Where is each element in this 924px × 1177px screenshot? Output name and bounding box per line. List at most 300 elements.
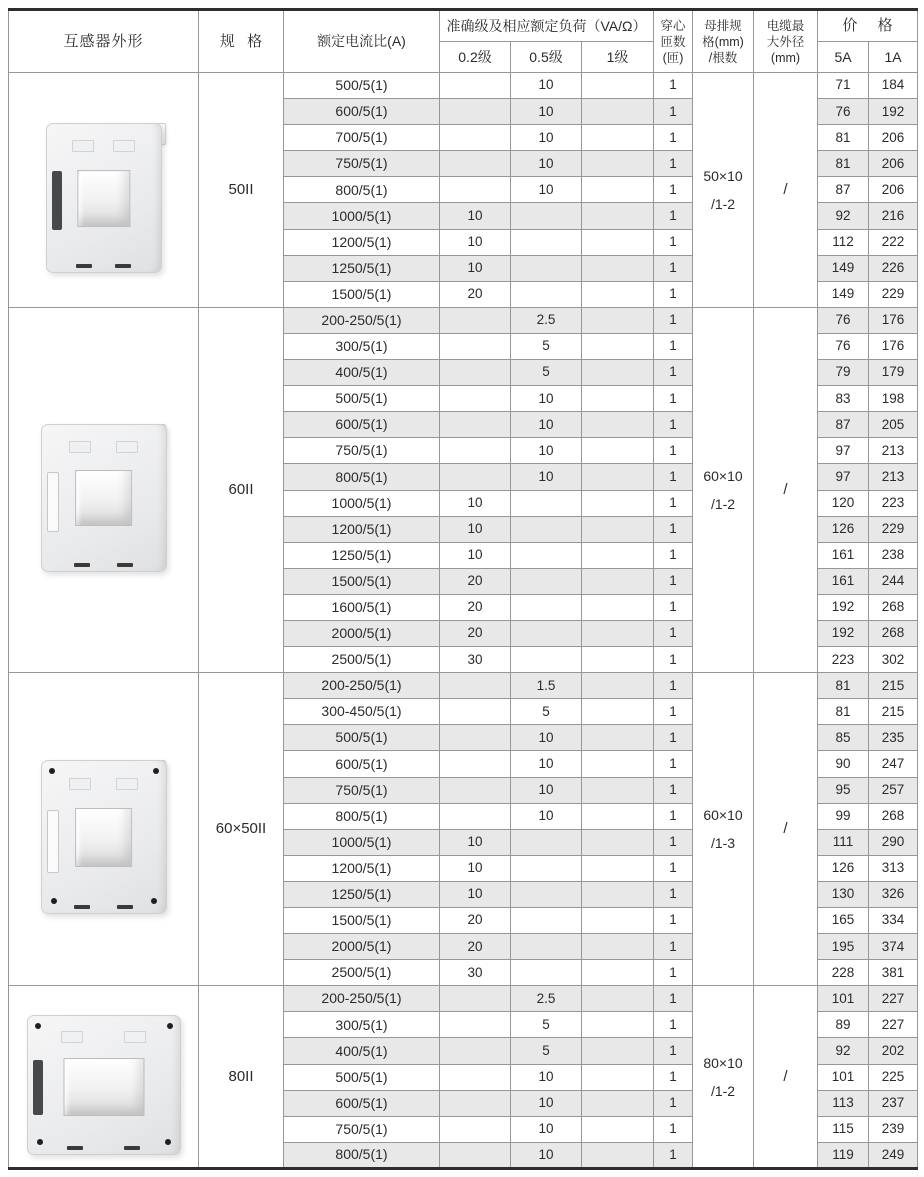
turns-cell: 1 [654, 986, 693, 1012]
ratio-cell: 500/5(1) [284, 386, 440, 412]
accuracy-0p5-cell: 5 [511, 699, 582, 725]
accuracy-0p2-cell: 10 [440, 829, 511, 855]
price-1a-cell: 216 [869, 203, 918, 229]
ratio-cell: 750/5(1) [284, 151, 440, 177]
turns-cell: 1 [654, 568, 693, 594]
ratio-cell: 300/5(1) [284, 1012, 440, 1038]
accuracy-0p5-cell: 5 [511, 333, 582, 359]
ratio-cell: 750/5(1) [284, 438, 440, 464]
price-1a-cell: 374 [869, 934, 918, 960]
ratio-cell: 1000/5(1) [284, 490, 440, 516]
turns-cell: 1 [654, 438, 693, 464]
accuracy-1-cell [582, 829, 654, 855]
photo-foot [117, 905, 133, 909]
photo-top-slot [124, 1031, 146, 1043]
turns-header-line: 穿心 [660, 18, 686, 33]
photo-foot [117, 563, 133, 567]
ratio-cell: 1500/5(1) [284, 908, 440, 934]
accuracy-0p5-cell: 10 [511, 803, 582, 829]
header-row-1 [9, 10, 918, 42]
accuracy-0p2-cell: 20 [440, 934, 511, 960]
busbar-size-text: 60×10 [703, 807, 743, 824]
accuracy-1-cell [582, 542, 654, 568]
accuracy-0p2-cell: 20 [440, 620, 511, 646]
accuracy-1-cell [582, 1038, 654, 1064]
price-1a-cell: 225 [869, 1064, 918, 1090]
accuracy-0p2-cell [440, 333, 511, 359]
photo-side-label [47, 472, 59, 532]
col-header-busbar [693, 10, 754, 73]
accuracy-0p5-cell [511, 960, 582, 986]
accuracy-0p2-cell [440, 751, 511, 777]
accuracy-1-cell [582, 699, 654, 725]
price-5a-cell: 97 [818, 464, 869, 490]
turns-cell: 1 [654, 1012, 693, 1038]
accuracy-0p5-cell: 10 [511, 177, 582, 203]
accuracy-0p2-cell [440, 1038, 511, 1064]
accuracy-0p5-cell: 10 [511, 99, 582, 125]
price-5a-cell: 115 [818, 1116, 869, 1142]
accuracy-1-cell [582, 777, 654, 803]
table-row [9, 73, 918, 99]
turns-header-line: (匝) [662, 50, 684, 65]
photo-foot [115, 264, 131, 268]
photo-corner-screw [49, 768, 55, 774]
ratio-cell: 800/5(1) [284, 177, 440, 203]
price-1a-cell: 215 [869, 699, 918, 725]
accuracy-0p2-cell [440, 1090, 511, 1116]
accuracy-1-cell [582, 647, 654, 673]
photo-foot [76, 264, 92, 268]
accuracy-0p2-cell [440, 673, 511, 699]
accuracy-0p2-cell [440, 99, 511, 125]
accuracy-1-cell [582, 855, 654, 881]
turns-cell: 1 [654, 1064, 693, 1090]
accuracy-0p2-cell [440, 125, 511, 151]
ratio-cell: 200-250/5(1) [284, 986, 440, 1012]
ratio-cell: 600/5(1) [284, 1090, 440, 1116]
ct-price-table [8, 8, 918, 1170]
ratio-cell: 200-250/5(1) [284, 307, 440, 333]
accuracy-0p5-cell: 5 [511, 1012, 582, 1038]
accuracy-1-cell [582, 1142, 654, 1168]
price-1a-cell: 247 [869, 751, 918, 777]
photo-foot [67, 1146, 83, 1150]
photo-foot [74, 905, 90, 909]
photo-corner-screw [151, 898, 157, 904]
price-1a-cell: 176 [869, 333, 918, 359]
ratio-cell: 2000/5(1) [284, 934, 440, 960]
accuracy-1-cell [582, 255, 654, 281]
turns-cell: 1 [654, 333, 693, 359]
turns-cell: 1 [654, 855, 693, 881]
price-1a-cell: 205 [869, 412, 918, 438]
accuracy-0p5-cell [511, 934, 582, 960]
busbar-count-text: /1-2 [710, 195, 736, 212]
ct-product-photo [9, 424, 198, 572]
turns-cell: 1 [654, 229, 693, 255]
ratio-cell: 1600/5(1) [284, 594, 440, 620]
photo-side-label [52, 171, 62, 230]
price-1a-cell: 313 [869, 855, 918, 881]
accuracy-0p2-cell: 10 [440, 255, 511, 281]
accuracy-1-cell [582, 516, 654, 542]
col-header-ratio: 额定电流比(A) [284, 10, 440, 73]
ratio-cell: 1000/5(1) [284, 203, 440, 229]
accuracy-0p5-cell: 10 [511, 725, 582, 751]
turns-cell: 1 [654, 725, 693, 751]
cable-cell: / [754, 673, 818, 986]
price-5a-cell: 71 [818, 73, 869, 99]
accuracy-0p5-cell [511, 908, 582, 934]
accuracy-0p5-cell: 10 [511, 1116, 582, 1142]
busbar-cell [693, 986, 754, 1169]
price-5a-cell: 76 [818, 307, 869, 333]
accuracy-0p2-cell [440, 1064, 511, 1090]
turns-cell: 1 [654, 360, 693, 386]
busbar-header-line: 格(mm) [702, 34, 744, 49]
accuracy-1-cell [582, 333, 654, 359]
price-1a-cell: 226 [869, 255, 918, 281]
ratio-cell: 2000/5(1) [284, 620, 440, 646]
price-5a-cell: 149 [818, 281, 869, 307]
price-5a-cell: 81 [818, 151, 869, 177]
accuracy-0p2-cell: 20 [440, 908, 511, 934]
price-1a-cell: 290 [869, 829, 918, 855]
photo-top-slot [61, 1031, 83, 1043]
accuracy-0p2-cell: 20 [440, 568, 511, 594]
accuracy-0p2-cell: 10 [440, 516, 511, 542]
accuracy-0p5-cell [511, 281, 582, 307]
accuracy-1-cell [582, 960, 654, 986]
turns-cell: 1 [654, 464, 693, 490]
price-5a-cell: 130 [818, 881, 869, 907]
col-header-acc05: 0.5级 [511, 42, 582, 73]
price-1a-cell: 244 [869, 568, 918, 594]
accuracy-1-cell [582, 934, 654, 960]
ratio-cell: 600/5(1) [284, 751, 440, 777]
table-row [9, 986, 918, 1012]
col-header-price-5a: 5A [818, 42, 869, 73]
turns-cell: 1 [654, 516, 693, 542]
price-5a-cell: 195 [818, 934, 869, 960]
turns-cell: 1 [654, 829, 693, 855]
photo-top-slot [72, 140, 94, 152]
accuracy-1-cell [582, 594, 654, 620]
ratio-cell: 500/5(1) [284, 725, 440, 751]
ratio-cell: 300/5(1) [284, 333, 440, 359]
photo-corner-screw [35, 1023, 41, 1029]
ct-product-photo [9, 760, 198, 914]
ratio-cell: 1250/5(1) [284, 881, 440, 907]
ratio-cell: 750/5(1) [284, 1116, 440, 1142]
price-5a-cell: 81 [818, 699, 869, 725]
accuracy-1-cell [582, 438, 654, 464]
accuracy-0p5-cell: 5 [511, 360, 582, 386]
accuracy-0p2-cell: 20 [440, 594, 511, 620]
turns-cell: 1 [654, 177, 693, 203]
ratio-cell: 1000/5(1) [284, 829, 440, 855]
accuracy-1-cell [582, 177, 654, 203]
accuracy-0p5-cell [511, 255, 582, 281]
turns-cell: 1 [654, 960, 693, 986]
ratio-cell: 2500/5(1) [284, 960, 440, 986]
ratio-cell: 200-250/5(1) [284, 673, 440, 699]
ratio-cell: 750/5(1) [284, 777, 440, 803]
ratio-cell: 1200/5(1) [284, 229, 440, 255]
photo-top-slot [116, 778, 138, 790]
accuracy-0p2-cell: 10 [440, 881, 511, 907]
photo-corner-screw [37, 1139, 43, 1145]
photo-body [46, 123, 162, 273]
ratio-cell: 400/5(1) [284, 1038, 440, 1064]
ratio-cell: 300-450/5(1) [284, 699, 440, 725]
price-1a-cell: 268 [869, 594, 918, 620]
turns-cell: 1 [654, 934, 693, 960]
accuracy-0p5-cell: 1.5 [511, 673, 582, 699]
spec-cell: 50II [199, 73, 284, 308]
price-1a-cell: 249 [869, 1142, 918, 1168]
accuracy-1-cell [582, 620, 654, 646]
accuracy-0p2-cell [440, 464, 511, 490]
busbar-count-text: /1-2 [710, 1082, 736, 1099]
cable-cell: / [754, 307, 818, 672]
ratio-cell: 800/5(1) [284, 1142, 440, 1168]
accuracy-1-cell [582, 803, 654, 829]
accuracy-0p2-cell [440, 1116, 511, 1142]
accuracy-0p5-cell: 5 [511, 1038, 582, 1064]
price-5a-cell: 192 [818, 594, 869, 620]
col-header-acc1: 1级 [582, 42, 654, 73]
accuracy-1-cell [582, 568, 654, 594]
price-1a-cell: 206 [869, 151, 918, 177]
spec-cell: 60II [199, 307, 284, 672]
price-1a-cell: 202 [869, 1038, 918, 1064]
accuracy-0p5-cell: 10 [511, 73, 582, 99]
accuracy-0p2-cell: 30 [440, 647, 511, 673]
price-1a-cell: 179 [869, 360, 918, 386]
accuracy-0p2-cell: 10 [440, 229, 511, 255]
price-5a-cell: 119 [818, 1142, 869, 1168]
price-5a-cell: 87 [818, 177, 869, 203]
turns-cell: 1 [654, 255, 693, 281]
turns-cell: 1 [654, 307, 693, 333]
col-header-spec: 规 格 [199, 10, 284, 73]
price-5a-cell: 97 [818, 438, 869, 464]
accuracy-0p5-cell [511, 881, 582, 907]
turns-cell: 1 [654, 699, 693, 725]
cable-header-line: (mm) [770, 50, 801, 65]
price-5a-cell: 87 [818, 412, 869, 438]
product-photo-cell [9, 986, 199, 1169]
accuracy-1-cell [582, 1116, 654, 1142]
price-1a-cell: 229 [869, 281, 918, 307]
accuracy-0p2-cell [440, 177, 511, 203]
ratio-cell: 1200/5(1) [284, 516, 440, 542]
accuracy-0p5-cell [511, 620, 582, 646]
accuracy-1-cell [582, 307, 654, 333]
price-5a-cell: 99 [818, 803, 869, 829]
accuracy-1-cell [582, 360, 654, 386]
price-5a-cell: 111 [818, 829, 869, 855]
accuracy-0p5-cell: 10 [511, 751, 582, 777]
ratio-cell: 500/5(1) [284, 73, 440, 99]
table-body [9, 73, 918, 1169]
busbar-count-text: /1-2 [710, 496, 736, 512]
accuracy-0p2-cell: 30 [440, 960, 511, 986]
price-1a-cell: 257 [869, 777, 918, 803]
price-1a-cell: 238 [869, 542, 918, 568]
accuracy-0p5-cell: 10 [511, 412, 582, 438]
price-1a-cell: 227 [869, 1012, 918, 1038]
price-5a-cell: 149 [818, 255, 869, 281]
cable-header-line: 大外径 [766, 34, 805, 49]
accuracy-0p2-cell [440, 386, 511, 412]
accuracy-1-cell [582, 99, 654, 125]
price-5a-cell: 79 [818, 360, 869, 386]
accuracy-0p5-cell: 10 [511, 1090, 582, 1116]
price-1a-cell: 198 [869, 386, 918, 412]
cable-cell: / [754, 73, 818, 308]
accuracy-1-cell [582, 229, 654, 255]
price-1a-cell: 222 [869, 229, 918, 255]
col-header-acc02: 0.2级 [440, 42, 511, 73]
col-header-price-1a: 1A [869, 42, 918, 73]
price-5a-cell: 223 [818, 647, 869, 673]
accuracy-1-cell [582, 281, 654, 307]
price-5a-cell: 85 [818, 725, 869, 751]
price-5a-cell: 161 [818, 568, 869, 594]
price-1a-cell: 302 [869, 647, 918, 673]
table-row [9, 673, 918, 699]
photo-corner-screw [51, 898, 57, 904]
price-5a-cell: 95 [818, 777, 869, 803]
turns-cell: 1 [654, 203, 693, 229]
accuracy-1-cell [582, 151, 654, 177]
accuracy-0p5-cell: 10 [511, 151, 582, 177]
ct-product-photo [9, 1015, 198, 1155]
accuracy-0p5-cell [511, 829, 582, 855]
price-5a-cell: 192 [818, 620, 869, 646]
col-header-price-group: 价 格 [818, 10, 918, 42]
price-5a-cell: 81 [818, 673, 869, 699]
busbar-size-text: 60×10 [703, 468, 743, 484]
accuracy-0p2-cell [440, 412, 511, 438]
turns-cell: 1 [654, 881, 693, 907]
accuracy-1-cell [582, 725, 654, 751]
price-1a-cell: 213 [869, 464, 918, 490]
turns-cell: 1 [654, 1142, 693, 1168]
ratio-cell: 1200/5(1) [284, 855, 440, 881]
accuracy-1-cell [582, 751, 654, 777]
ratio-cell: 1250/5(1) [284, 255, 440, 281]
ratio-cell: 1500/5(1) [284, 281, 440, 307]
price-5a-cell: 92 [818, 203, 869, 229]
price-5a-cell: 120 [818, 490, 869, 516]
accuracy-0p2-cell: 20 [440, 281, 511, 307]
turns-cell: 1 [654, 803, 693, 829]
photo-side-label [47, 810, 59, 873]
accuracy-0p5-cell: 10 [511, 464, 582, 490]
price-5a-cell: 83 [818, 386, 869, 412]
accuracy-1-cell [582, 673, 654, 699]
accuracy-0p5-cell [511, 568, 582, 594]
busbar-size-text: 50×10 [703, 167, 743, 184]
price-1a-cell: 206 [869, 177, 918, 203]
accuracy-0p5-cell: 10 [511, 1064, 582, 1090]
accuracy-0p5-cell [511, 490, 582, 516]
photo-center-window [77, 170, 130, 227]
accuracy-0p2-cell [440, 986, 511, 1012]
price-1a-cell: 206 [869, 125, 918, 151]
price-5a-cell: 165 [818, 908, 869, 934]
price-5a-cell: 228 [818, 960, 869, 986]
accuracy-0p5-cell [511, 229, 582, 255]
accuracy-0p5-cell: 2.5 [511, 986, 582, 1012]
ratio-cell: 800/5(1) [284, 803, 440, 829]
busbar-count-text: /1-3 [710, 835, 736, 852]
photo-body [41, 424, 167, 572]
price-5a-cell: 92 [818, 1038, 869, 1064]
accuracy-0p5-cell: 10 [511, 125, 582, 151]
spec-cell: 60×50II [199, 673, 284, 986]
accuracy-0p5-cell: 10 [511, 777, 582, 803]
accuracy-0p2-cell [440, 777, 511, 803]
cable-cell: / [754, 986, 818, 1169]
accuracy-0p5-cell [511, 647, 582, 673]
photo-corner-screw [153, 768, 159, 774]
turns-cell: 1 [654, 908, 693, 934]
price-1a-cell: 334 [869, 908, 918, 934]
price-1a-cell: 176 [869, 307, 918, 333]
turns-cell: 1 [654, 281, 693, 307]
ratio-cell: 400/5(1) [284, 360, 440, 386]
accuracy-0p2-cell [440, 699, 511, 725]
photo-foot [124, 1146, 140, 1150]
price-5a-cell: 81 [818, 125, 869, 151]
price-1a-cell: 215 [869, 673, 918, 699]
accuracy-1-cell [582, 908, 654, 934]
col-header-accuracy-group: 准确级及相应额定负荷（VA/Ω） [440, 10, 654, 42]
accuracy-0p5-cell [511, 203, 582, 229]
price-5a-cell: 113 [818, 1090, 869, 1116]
turns-cell: 1 [654, 73, 693, 99]
price-5a-cell: 112 [818, 229, 869, 255]
price-5a-cell: 76 [818, 333, 869, 359]
photo-side-label [33, 1060, 43, 1115]
price-5a-cell: 101 [818, 1064, 869, 1090]
accuracy-0p5-cell: 10 [511, 386, 582, 412]
ratio-cell: 500/5(1) [284, 1064, 440, 1090]
price-1a-cell: 229 [869, 516, 918, 542]
ratio-cell: 2500/5(1) [284, 647, 440, 673]
accuracy-1-cell [582, 203, 654, 229]
accuracy-0p2-cell [440, 151, 511, 177]
table-row [9, 307, 918, 333]
turns-cell: 1 [654, 412, 693, 438]
accuracy-1-cell [582, 464, 654, 490]
price-5a-cell: 76 [818, 99, 869, 125]
turns-cell: 1 [654, 151, 693, 177]
price-1a-cell: 184 [869, 73, 918, 99]
ct-product-photo [9, 123, 198, 273]
product-photo-cell [9, 673, 199, 986]
busbar-cell [693, 673, 754, 986]
ratio-cell: 600/5(1) [284, 99, 440, 125]
accuracy-1-cell [582, 881, 654, 907]
accuracy-1-cell [582, 73, 654, 99]
accuracy-1-cell [582, 386, 654, 412]
